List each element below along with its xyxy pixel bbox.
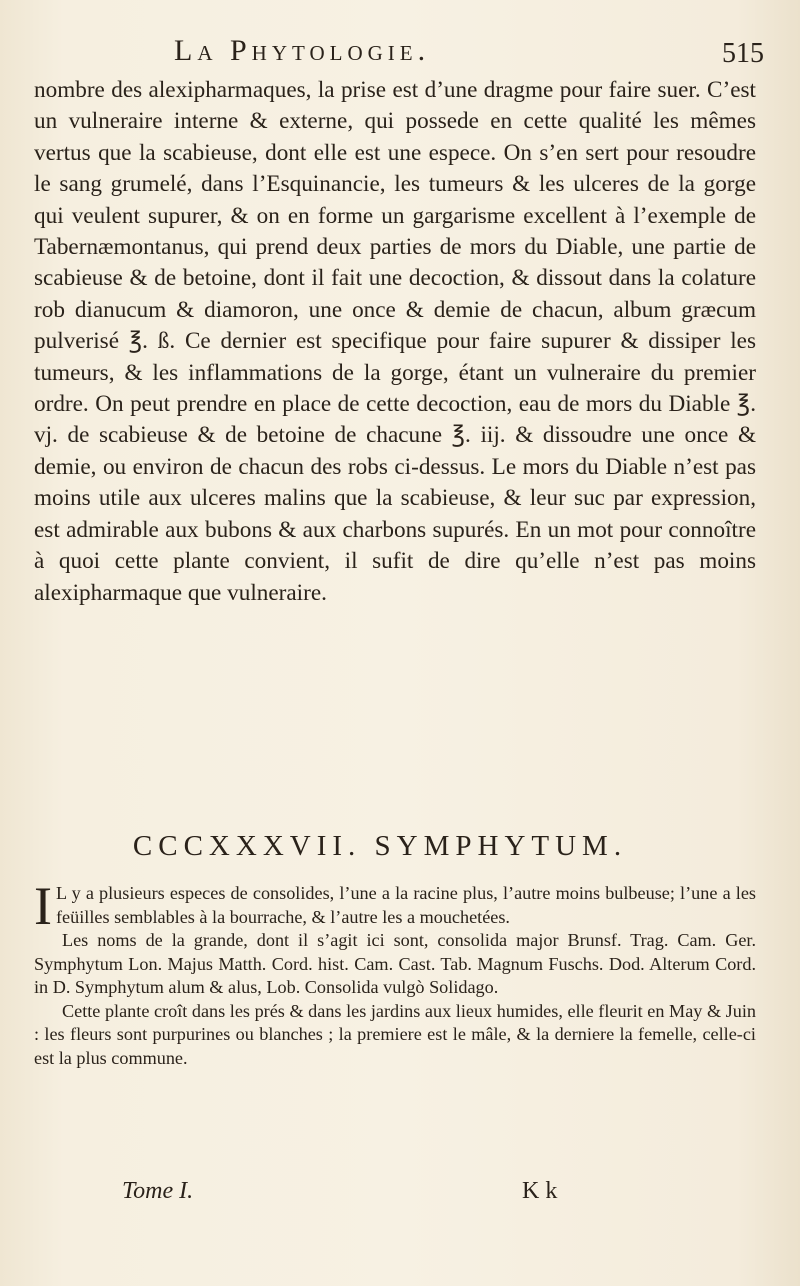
main-text-block	[34, 75, 756, 609]
running-title: La Phytologie.	[174, 34, 431, 67]
signature-mark: K k	[522, 1178, 558, 1204]
section-paragraph-1	[34, 876, 756, 936]
page-header	[34, 30, 774, 70]
volume-label: Tome I.	[122, 1178, 194, 1204]
section-paragraph-3: Cette plante croît dans les prés & dans les jardins aux lieux humides, elle fleurit en May & Juin : les fleurs sont purpurines ou blanches ; la premiere est le mâle, & la derniere la femelle, celle-ci est la plus commune.	[34, 1000, 756, 1068]
drop-cap: I	[34, 876, 52, 936]
page-number: 515	[722, 38, 764, 69]
main-paragraph: nombre des alexipharmaques, la prise est d’une dragme pour faire suer. C’est un vulneraire interne & externe, qui possede en cette qualité les mêmes vertus que la scabieuse, dont elle est une espece. On s’en sert pour resoudre le sang grumelé, dans l’Esquinancie, les tumeurs & les ulceres de la gorge qui veulent supurer, & on en forme un gargarisme excellent à l’exemple de Tabernæmontanus, qui prend deux parties de mors du Diable, une partie de scabieuse & de betoine, dont il fait une decoction, & dissout dans la colature rob dianucum & diamoron, une once & demie de chacun, album græcum pulverisé ℥. ß. Ce dernier est specifique pour faire supurer & dissiper les tumeurs, & les inflammations de la gorge, étant un vulneraire du premier ordre. On peut prendre en place de cette decoction, eau de mors du Diable ℥. vj. de scabieuse & de betoine de chacune ℥. iij. & dissoudre une once & demie, ou environ de chacun des robs ci-dessus. Le mors du Diable n’est pas moins utile aux ulceres malins que la scabieuse, & leur suc par expression, est admirable aux bubons & aux charbons supurés. En un mot pour connoître à quoi cette plante convient, il sufit de dire qu’elle n’est pas moins alexipharmaque que vulneraire.	[34, 77, 756, 606]
section-paragraph-2: Les noms de la grande, dont il s’agit ici sont, consolida major Brunsf. Trag. Cam. Ger. Symphytum Lon. Majus Matth. Cord. hist. Cam. Cast. Tab. Magnum Fuschs. Dod. Alterum Cord. in D. Symphytum alum & alus, Lob. Consolida vulgò Solidago.	[34, 930, 756, 997]
section-paragraph-1-text: L y a plusieurs especes de consolides, l’une a la racine plus, l’autre moins bulbeuse; l’une a les feüilles semblables à la bourrache, & l’autre les a mouchetées.	[55, 883, 756, 927]
page-footer	[34, 1178, 756, 1218]
section-heading: CCCXXXVII. SYMPHYTUM.	[132, 830, 628, 862]
section-body	[34, 876, 756, 1070]
